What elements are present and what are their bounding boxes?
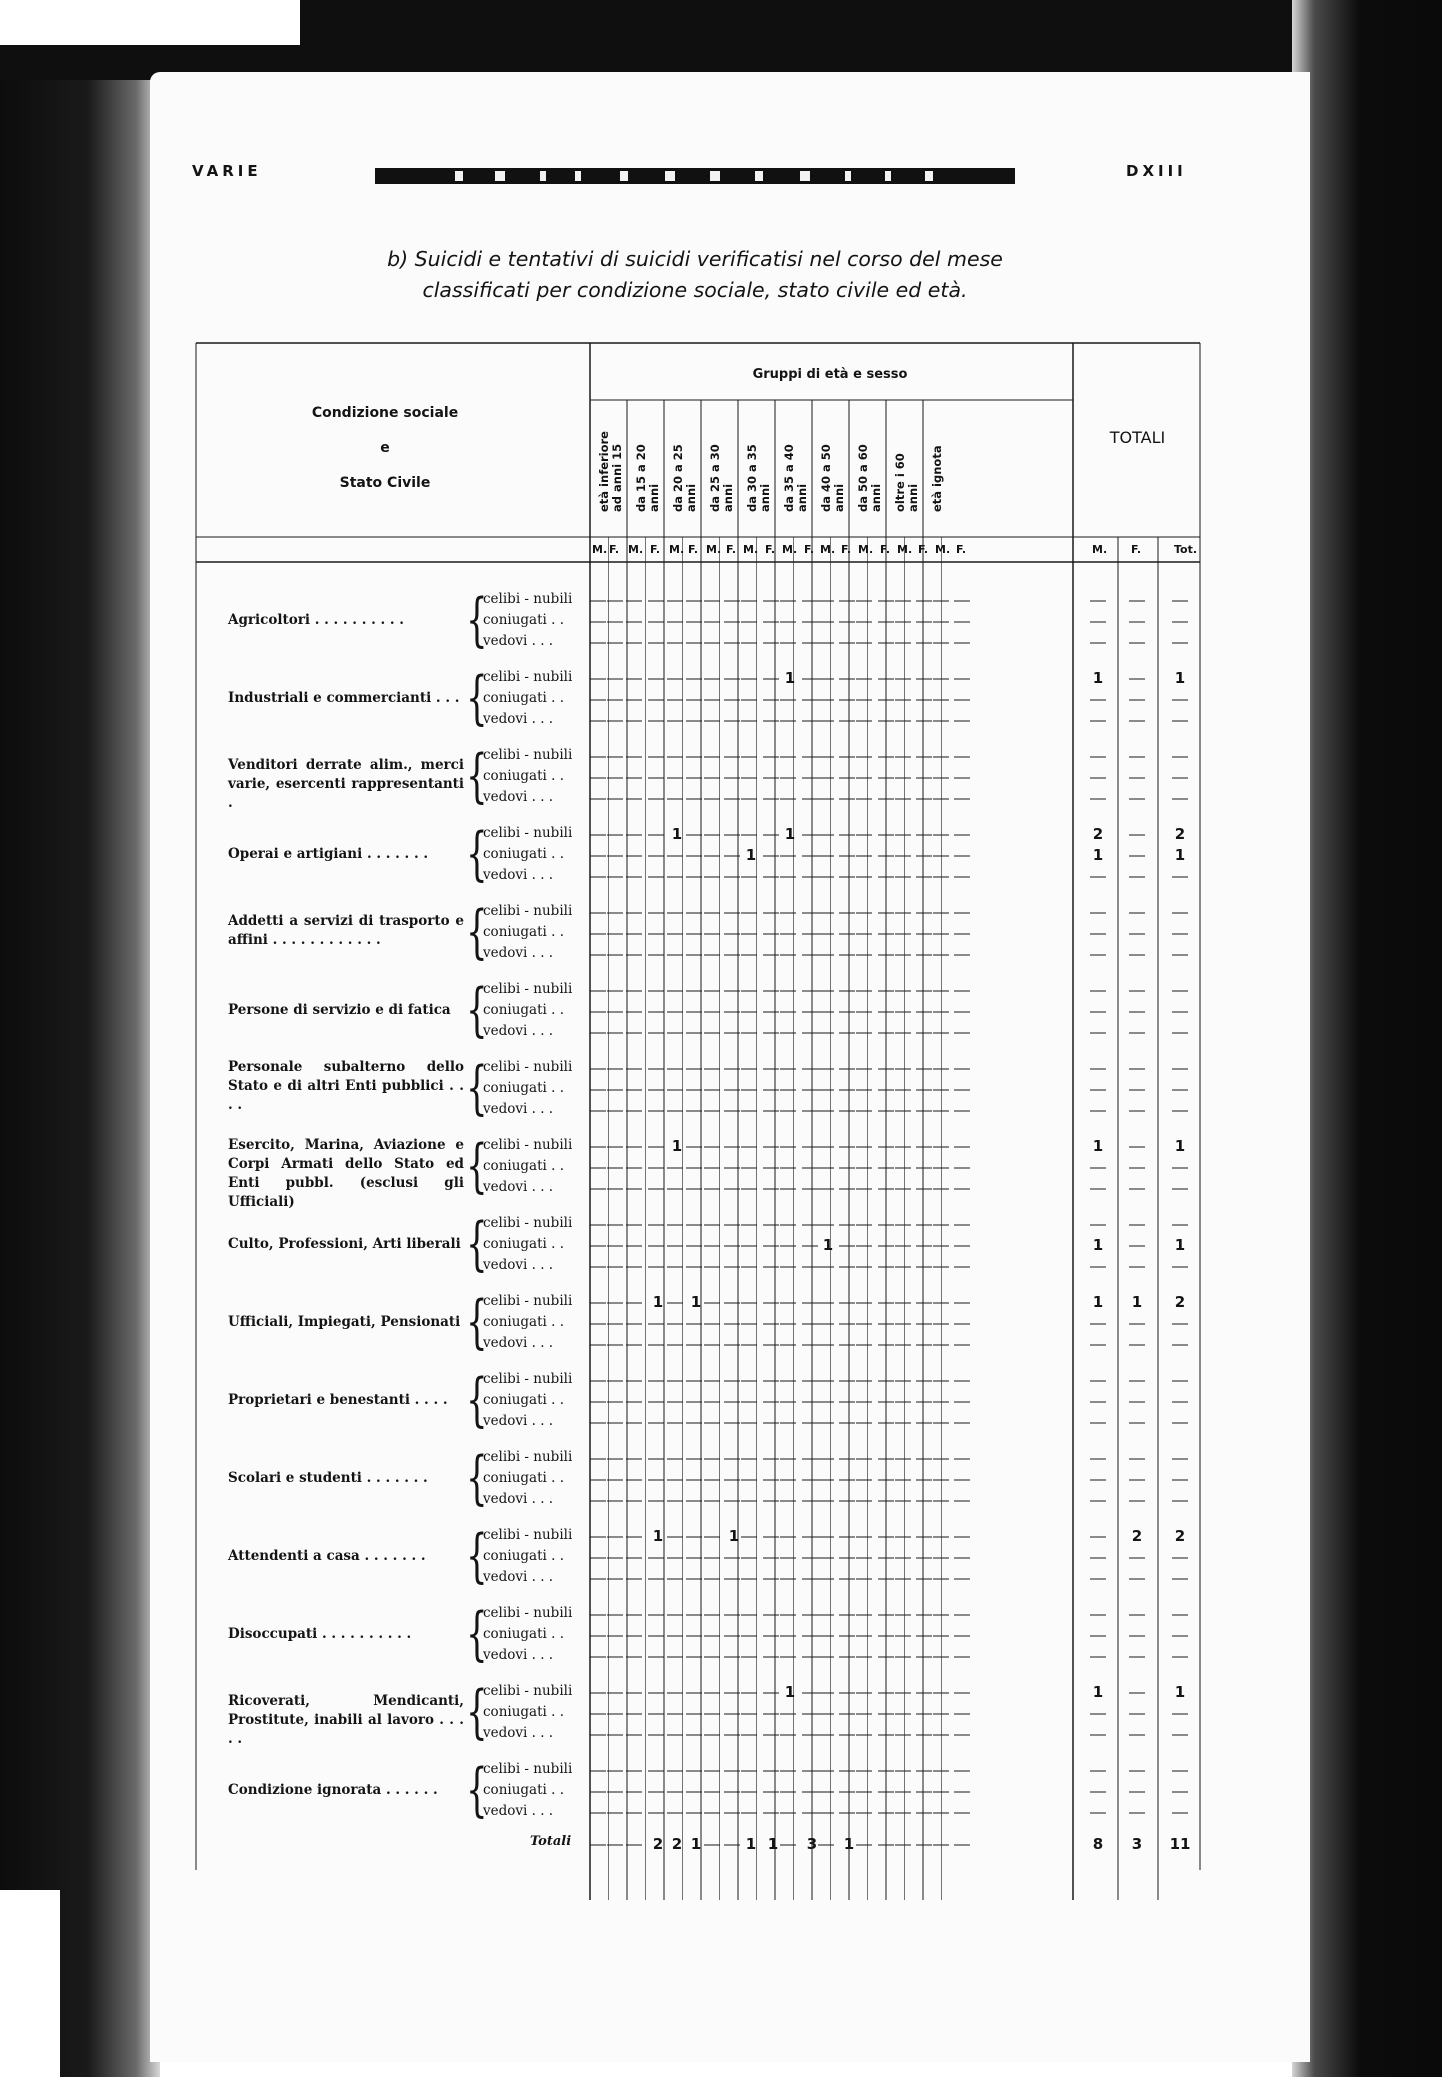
civil-state-label: coniugati . . [483,1080,564,1096]
total-label-male: M. [1092,543,1108,556]
category-label: Ufficiali, Impiegati, Pensionati [228,1314,461,1330]
total-row-value: 11 [1169,1835,1191,1853]
table-cell-value: 2 [1174,1527,1186,1545]
age-groups-heading: Gruppi di età e sesso [752,367,908,382]
table-cell-value: 1 [671,1137,683,1155]
category-label: Persone di servizio e di fatica [228,1002,451,1018]
table-cell-value: 1 [1092,669,1104,687]
civil-state-label: coniugati . . [483,690,564,706]
age-group-heading: da 40 a 50 anni [819,444,846,512]
brace-glyph: { [466,1600,488,1669]
sex-label-female: F. [688,543,699,556]
sex-label-female: F. [804,543,815,556]
total-row-value: 8 [1092,1835,1104,1853]
category-label: Disoccupati . . . . . . . . . . [228,1626,412,1642]
civil-state-label: celibi - nubili [483,1215,573,1231]
age-group-heading: da 50 a 60 anni [856,444,883,512]
sex-label-male: M. [935,543,951,556]
category-label: Scolari e studenti . . . . . . . [228,1470,428,1486]
category-label: Addetti a servizi di trasporto e affini . . . . . . . . . . . . [228,913,464,948]
civil-state-label: coniugati . . [483,1002,564,1018]
category-label: Culto, Professioni, Arti liberali [228,1236,461,1252]
civil-state-label: coniugati . . [483,1704,564,1720]
total-row-value: 1 [745,1835,757,1853]
age-group-heading: età ignota [930,445,944,512]
civil-state-label: coniugati . . [483,768,564,784]
civil-state-label: coniugati . . [483,1470,564,1486]
civil-state-label: coniugati . . [483,924,564,940]
sex-label-male: M. [706,543,722,556]
table-cell-value: 1 [690,1293,702,1311]
sex-label-male: M. [669,543,685,556]
civil-state-label: celibi - nubili [483,1059,573,1075]
civil-state-label: vedovi . . . [483,789,554,805]
sex-label-male: M. [628,543,644,556]
table-cell-value: 2 [1174,1293,1186,1311]
civil-state-label: celibi - nubili [483,591,573,607]
table-cell-value: 2 [1092,825,1104,843]
table-cell-value: 1 [728,1527,740,1545]
category-label: Agricoltori . . . . . . . . . . [228,612,404,628]
civil-state-label: vedovi . . . [483,1179,554,1195]
civil-state-label: celibi - nubili [483,747,573,763]
civil-state-label: celibi - nubili [483,903,573,919]
brace-glyph: { [466,1288,488,1357]
civil-state-label: vedovi . . . [483,1647,554,1663]
total-row-value: 1 [767,1835,779,1853]
table-cell-value: 1 [784,1683,796,1701]
age-group-heading: oltre i 60 anni [893,453,920,512]
category-label: Proprietari e benestanti . . . . [228,1392,448,1408]
table-cell-value: 1 [1174,1683,1186,1701]
category-label: Operai e artigiani . . . . . . . [228,846,429,862]
sex-label-female: F. [956,543,967,556]
total-row-value: 1 [690,1835,702,1853]
total-label-tot: Tot. [1174,543,1198,556]
brace-glyph: { [466,1132,488,1201]
civil-state-label: celibi - nubili [483,1137,573,1153]
brace-glyph: { [466,664,488,733]
sex-label-female: F. [726,543,737,556]
title-line: classificati per condizione sociale, stato civile ed età. [422,278,968,302]
sex-label-male: M. [782,543,798,556]
running-header-left: VARIE [192,162,262,180]
table-cell-value: 2 [1174,825,1186,843]
category-label: Esercito, Marina, Aviazione e Corpi Armati dello Stato ed Enti pubbl. (esclusi gli Ufficiali) [228,1137,464,1210]
total-row-value: 1 [843,1835,855,1853]
civil-state-label: coniugati . . [483,1314,564,1330]
civil-state-label: celibi - nubili [483,1449,573,1465]
table-cell-value: 1 [652,1293,664,1311]
civil-state-label: coniugati . . [483,1236,564,1252]
civil-state-label: vedovi . . . [483,633,554,649]
civil-state-label: vedovi . . . [483,1413,554,1429]
condizione-heading: e [380,440,390,456]
total-row-value: 2 [671,1835,683,1853]
category-label: Ricoverati, Mendicanti, Prostitute, inabili al lavoro . . . . . [228,1693,464,1747]
totals-heading: TOTALI [1109,428,1166,447]
total-label-female: F. [1131,543,1142,556]
condizione-heading: Stato Civile [339,475,431,491]
brace-glyph: { [466,1366,488,1435]
brace-glyph: { [466,1756,488,1825]
civil-state-label: vedovi . . . [483,711,554,727]
table-cell-value: 1 [1092,1137,1104,1155]
civil-state-label: vedovi . . . [483,1335,554,1351]
civil-state-label: vedovi . . . [483,1023,554,1039]
table-cell-value: 1 [652,1527,664,1545]
brace-glyph: { [466,742,488,811]
civil-state-label: vedovi . . . [483,1257,554,1273]
civil-state-label: celibi - nubili [483,1371,573,1387]
sex-label-male: M. [858,543,874,556]
table-cell-value: 1 [1092,1236,1104,1254]
condizione-heading: Condizione sociale [311,405,459,421]
sex-label-male: M. [743,543,759,556]
brace-glyph: { [466,1522,488,1591]
civil-state-label: coniugati . . [483,1782,564,1798]
civil-state-label: vedovi . . . [483,1725,554,1741]
civil-state-label: coniugati . . [483,1548,564,1564]
civil-state-label: celibi - nubili [483,1527,573,1543]
table-cell-value: 1 [1174,1236,1186,1254]
civil-state-label: celibi - nubili [483,1761,573,1777]
civil-state-label: celibi - nubili [483,669,573,685]
total-row-label: Totali [530,1834,572,1849]
table-cell-value: 1 [1174,669,1186,687]
table-cell-value: 1 [745,846,757,864]
sex-label-female: F. [609,543,620,556]
civil-state-label: celibi - nubili [483,981,573,997]
age-group-heading: da 15 a 20 anni [634,444,661,512]
brace-glyph: { [466,586,488,655]
civil-state-label: coniugati . . [483,846,564,862]
age-group-heading: età inferiore ad anni 15 [597,431,624,512]
civil-state-label: celibi - nubili [483,1293,573,1309]
civil-state-label: celibi - nubili [483,1605,573,1621]
sex-label-female: F. [650,543,661,556]
brace-glyph: { [466,1210,488,1279]
table-cell-value: 1 [1174,1137,1186,1155]
category-label: Attendenti a casa . . . . . . . [228,1548,426,1564]
civil-state-label: coniugati . . [483,1626,564,1642]
brace-glyph: { [466,898,488,967]
age-group-heading: da 30 a 35 anni [745,444,772,512]
brace-glyph: { [466,1444,488,1513]
table-cell-value: 1 [822,1236,834,1254]
age-group-heading: da 20 a 25 anni [671,444,698,512]
total-row-value: 3 [1131,1835,1143,1853]
category-label: Condizione ignorata . . . . . . [228,1782,438,1798]
civil-state-label: vedovi . . . [483,1803,554,1819]
sex-label-female: F. [880,543,891,556]
civil-state-label: vedovi . . . [483,867,554,883]
brace-glyph: { [466,976,488,1045]
brace-glyph: { [466,820,488,889]
table-cell-value: 1 [1174,846,1186,864]
civil-state-label: vedovi . . . [483,1101,554,1117]
category-label: Industriali e commercianti . . . [228,690,460,706]
category-label: Personale subalterno dello Stato e di altri Enti pubblici . . . . [228,1059,464,1113]
age-group-heading: da 25 a 30 anni [708,444,735,512]
table-cell-value: 1 [1092,846,1104,864]
running-header-page-number: DXIII [1126,162,1187,180]
table-cell-value: 1 [784,669,796,687]
civil-state-label: celibi - nubili [483,825,573,841]
sex-label-male: M. [820,543,836,556]
table-cell-value: 1 [1092,1683,1104,1701]
sex-label-female: F. [918,543,929,556]
table-cell-value: 1 [671,825,683,843]
sex-label-male: M. [592,543,608,556]
sex-label-female: F. [765,543,776,556]
table-cell-value: 1 [1092,1293,1104,1311]
civil-state-label: coniugati . . [483,1158,564,1174]
total-row-value: 2 [652,1835,664,1853]
table-cell-value: 2 [1131,1527,1143,1545]
civil-state-label: celibi - nubili [483,1683,573,1699]
sex-label-male: M. [897,543,913,556]
total-row-value: 3 [806,1835,818,1853]
brace-glyph: { [466,1054,488,1123]
category-label: Venditori derrate alim., merci varie, esercenti rappresentanti . [228,757,464,811]
brace-glyph: { [466,1678,488,1747]
civil-state-label: vedovi . . . [483,1491,554,1507]
table-cell-value: 1 [1131,1293,1143,1311]
civil-state-label: coniugati . . [483,1392,564,1408]
title-line: b) Suicidi e tentativi di suicidi verificatisi nel corso del mese [387,247,1003,271]
civil-state-label: vedovi . . . [483,1569,554,1585]
civil-state-label: coniugati . . [483,612,564,628]
civil-state-label: vedovi . . . [483,945,554,961]
age-group-heading: da 35 a 40 anni [782,444,809,512]
table-cell-value: 1 [784,825,796,843]
sex-label-female: F. [841,543,852,556]
